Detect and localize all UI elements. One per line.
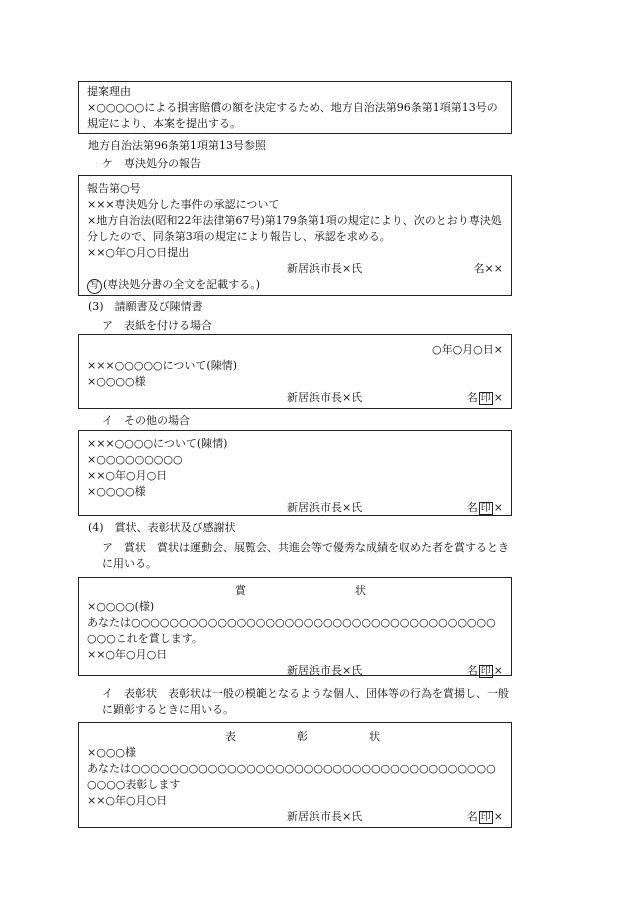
report-box	[78, 175, 512, 296]
report-date: ××○年○月○日提出	[87, 246, 190, 259]
section-3a-heading: ア 表紙を付ける場合	[102, 319, 212, 332]
mayor-name-seal: 名 印 ×	[466, 664, 503, 677]
report-note-text: (専決処分書の全文を記載する。)	[103, 278, 261, 291]
cover-box	[78, 334, 512, 409]
other-addressee: ×○○○○様	[87, 485, 146, 498]
report-body: ×地方自治法(昭和22年法律第67号)第179条第1項の規定により、次のとおり専決処分したので、同条第3項の規定により報告し、承認を求める。	[87, 214, 502, 243]
other-signature-row	[87, 500, 503, 516]
reference-note: 地方自治法第96条第1項第13号参照	[88, 139, 266, 152]
report-number: 報告第○号	[87, 182, 141, 195]
mayor-name-seal: 名 印 ×	[466, 810, 503, 823]
award-recipient: ×○○○○(様)	[87, 600, 155, 613]
mayor-name: 名××	[473, 262, 503, 275]
mayor-name-seal: 名 印 ×	[466, 391, 503, 404]
award-title-char-2: 状	[355, 584, 366, 597]
commend-title-row	[87, 729, 503, 745]
section-3i-heading: イ その他の場合	[102, 414, 190, 427]
award-title-char-1: 賞	[235, 584, 246, 597]
award-title-row	[87, 583, 503, 599]
report-note	[87, 277, 503, 293]
proposal-label: 提案理由	[87, 85, 131, 98]
award-body: あなたは○○○○○○○○○○○○○○○○○○○○○○○○○○○○○○○○○○○○○○○○○これを賞します。	[87, 616, 496, 645]
seal-mark: 印	[480, 393, 491, 404]
other-box	[78, 430, 512, 516]
commend-date: ××○年○月○日	[87, 794, 168, 807]
cover-signature-row	[87, 390, 503, 406]
mayor-title: 新居浜市長×氏	[287, 810, 363, 823]
seal-mark: 印	[480, 812, 491, 823]
commendation-box	[78, 722, 512, 828]
commend-body: あなたは○○○○○○○○○○○○○○○○○○○○○○○○○○○○○○○○○○○○○○○○○○表彰します	[87, 762, 496, 791]
cover-date: ○年○月○日×	[431, 343, 503, 356]
cover-subject: ×××○○○○○について(陳情)	[87, 359, 238, 372]
commend-title-char-1: 表	[225, 730, 236, 743]
commend-title-char-3: 状	[369, 730, 380, 743]
commend-recipient: ×○○○様	[87, 746, 137, 759]
proposal-reason-box	[78, 81, 512, 134]
section-ke-heading: ケ 専決処分の報告	[102, 157, 201, 170]
copy-circle-mark: 写	[87, 279, 102, 294]
award-signature-row	[87, 663, 503, 679]
mayor-title: 新居浜市長×氏	[287, 262, 363, 275]
other-line2: ×○○○○○○○○○	[87, 453, 183, 466]
other-subject: ×××○○○○について(陳情)	[87, 437, 228, 450]
seal-mark: 印	[480, 666, 491, 677]
section-3-heading: (3) 請願書及び陳情書	[88, 300, 203, 313]
report-signature-row	[87, 261, 503, 277]
other-date: ××○年○月○日	[87, 469, 168, 482]
commend-signature-row	[87, 809, 503, 825]
report-subject: ×××専決処分した事件の承認について	[87, 198, 280, 211]
seal-mark: 印	[480, 503, 491, 514]
mayor-title: 新居浜市長×氏	[287, 501, 363, 514]
section-4i-heading: イ 表彰状 表彰状は一般の模範となるような個人、団体等の行為を賞揚し、一般に顕彰するときに用いる。	[102, 687, 509, 716]
section-4-heading: (4) 賞状、表彰状及び感謝状	[88, 521, 236, 534]
mayor-name-seal: 名 印 ×	[466, 501, 503, 514]
award-box	[78, 577, 512, 676]
award-date: ××○年○月○日	[87, 648, 168, 661]
cover-addressee: ×○○○○様	[87, 375, 146, 388]
mayor-title: 新居浜市長×氏	[287, 664, 363, 677]
mayor-title: 新居浜市長×氏	[287, 391, 363, 404]
section-4a-heading: ア 賞状 賞状は運動会、展覧会、共進会等で優秀な成績を収めた者を賞するときに用いる。	[102, 541, 509, 570]
commend-title-char-2: 彰	[297, 730, 308, 743]
proposal-text: ×○○○○○による損害賠償の額を決定するため、地方自治法第96条第1項第13号の規定により、本案を提出する。	[87, 101, 498, 130]
